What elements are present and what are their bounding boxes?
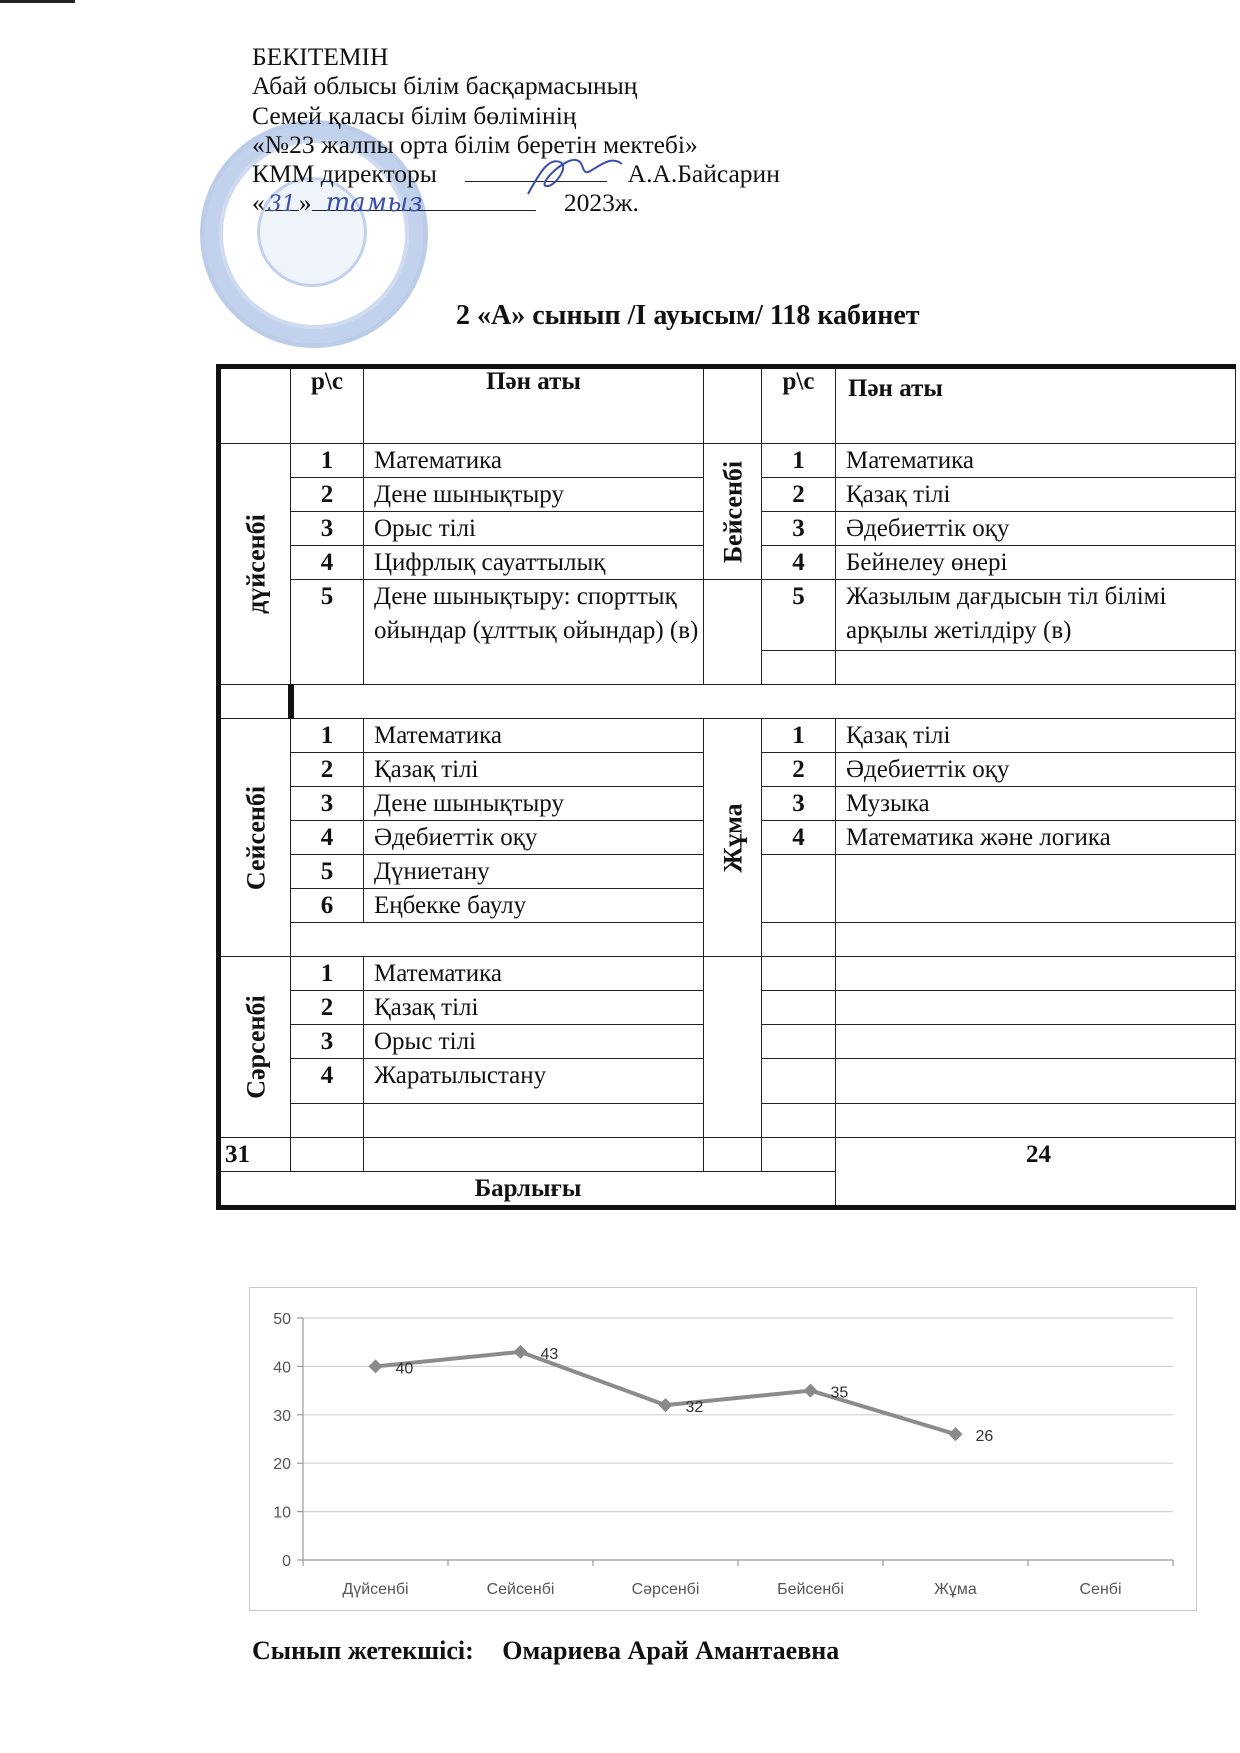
lesson-subject: Музыка xyxy=(836,787,1236,821)
header-day-cell-right xyxy=(704,367,762,444)
lesson-subject: Математика xyxy=(364,444,704,478)
empty-cell xyxy=(219,685,291,719)
empty-cell xyxy=(762,957,836,991)
lesson-number: 5 xyxy=(762,580,836,651)
x-tick-label: Сенбі xyxy=(1079,1581,1122,1598)
empty-cell xyxy=(762,923,836,957)
empty-cell xyxy=(836,855,1236,923)
lesson-number: 1 xyxy=(762,444,836,478)
day-wednesday-label: Сәрсенбі xyxy=(241,995,270,1099)
lesson-number: 3 xyxy=(291,512,364,546)
lesson-subject: Қазақ тілі xyxy=(364,991,704,1025)
empty-cell xyxy=(762,1025,836,1059)
class-teacher-label: Сынып жетекшісі: xyxy=(252,1636,474,1665)
lesson-load-chart xyxy=(249,1287,1197,1611)
date-day: 31 xyxy=(267,192,296,218)
lesson-number: 4 xyxy=(291,546,364,580)
class-title: 2 «А» сынып /І ауысым/ 118 кабинет xyxy=(456,300,920,331)
empty-cell xyxy=(762,1104,836,1138)
lesson-number: 3 xyxy=(762,512,836,546)
lesson-subject: Еңбекке баулу xyxy=(364,889,704,923)
day-monday xyxy=(219,444,291,685)
total-right: 24 xyxy=(836,1138,1236,1208)
header-num-left: р\с xyxy=(291,367,364,444)
date-open-quote: « xyxy=(252,188,265,218)
lesson-number: 5 xyxy=(291,580,364,685)
schedule-table xyxy=(216,364,1236,1210)
empty-cell xyxy=(291,685,1236,719)
day-tuesday-label: Сейсенбі xyxy=(241,785,270,890)
empty-cell xyxy=(762,991,836,1025)
lesson-number: 3 xyxy=(291,787,364,821)
lesson-subject: Математика xyxy=(836,444,1236,478)
data-point xyxy=(369,1359,383,1373)
date-close-quote: » xyxy=(298,188,312,218)
lesson-subject: Математика xyxy=(364,719,704,753)
table-separator-row xyxy=(219,685,1236,719)
day-wednesday xyxy=(219,957,291,1138)
lesson-subject: Қазақ тілі xyxy=(836,478,1236,512)
data-label: 43 xyxy=(540,1345,559,1363)
director-prefix: КММ директоры xyxy=(252,159,437,189)
y-tick-label: 20 xyxy=(273,1456,291,1474)
y-tick-label: 50 xyxy=(273,1311,291,1328)
lesson-subject: Дене шынықтыру: спорттық ойындар (ұлттық ойындар) (в) xyxy=(364,580,704,685)
totals-row xyxy=(219,1138,1236,1172)
y-tick-label: 40 xyxy=(273,1359,291,1377)
lesson-number: 1 xyxy=(762,719,836,753)
empty-cell xyxy=(762,651,836,685)
lesson-subject: Қазақ тілі xyxy=(836,719,1236,753)
table-row xyxy=(219,719,1236,753)
lesson-number: 3 xyxy=(291,1025,364,1059)
empty-cell xyxy=(836,923,1236,957)
empty-cell xyxy=(291,1104,364,1138)
x-tick-label: Сәрсенбі xyxy=(631,1581,700,1598)
empty-cell xyxy=(762,855,836,923)
table-row xyxy=(219,580,1236,651)
header-num-right: р\с xyxy=(762,367,836,444)
approval-line-2: Семей қаласы білім бөлімінің xyxy=(252,100,577,130)
series-line xyxy=(376,1352,956,1434)
table-row xyxy=(219,957,1236,991)
empty-cell xyxy=(836,1104,1236,1138)
lesson-subject: Дене шынықтыру xyxy=(364,478,704,512)
approval-date-line xyxy=(252,188,780,217)
lesson-subject: Дүниетану xyxy=(364,855,704,889)
day-thursday-label: Бейсенбі xyxy=(718,460,747,563)
lesson-number: 2 xyxy=(762,478,836,512)
approval-title: БЕКІТЕМІН xyxy=(252,42,389,71)
day-friday xyxy=(704,719,762,957)
empty-cell xyxy=(836,1059,1236,1104)
date-day-field xyxy=(265,188,299,218)
empty-cell xyxy=(836,957,1236,991)
scan-edge-mark xyxy=(0,0,75,3)
empty-cell xyxy=(291,1138,364,1172)
empty-cell xyxy=(762,1059,836,1104)
lesson-number: 4 xyxy=(762,821,836,855)
x-tick-label: Дүйсенбі xyxy=(342,1581,409,1598)
y-tick-label: 10 xyxy=(273,1504,291,1522)
lesson-subject: Әдебиеттік оқу xyxy=(836,753,1236,787)
data-point xyxy=(514,1345,528,1359)
date-month-field xyxy=(312,188,536,219)
x-tick-label: Сейсенбі xyxy=(486,1581,555,1598)
data-label: 35 xyxy=(830,1384,849,1402)
empty-cell xyxy=(762,1138,836,1172)
lesson-number: 2 xyxy=(762,753,836,787)
lesson-subject: Орыс тілі xyxy=(364,512,704,546)
lesson-number: 1 xyxy=(291,719,364,753)
header-subject-left: Пән аты xyxy=(364,367,704,444)
lesson-subject: Жаратылыстану xyxy=(364,1059,704,1104)
lesson-number: 4 xyxy=(762,546,836,580)
lesson-subject: Орыс тілі xyxy=(364,1025,704,1059)
lesson-subject: Бейнелеу өнері xyxy=(836,546,1236,580)
data-point xyxy=(804,1384,818,1398)
data-label: 40 xyxy=(395,1360,414,1378)
lesson-number: 2 xyxy=(291,478,364,512)
lesson-number: 4 xyxy=(291,821,364,855)
lesson-subject: Дене шынықтыру xyxy=(364,787,704,821)
lesson-number: 2 xyxy=(291,753,364,787)
data-point xyxy=(949,1427,963,1441)
class-teacher-name: Омариева Арай Амантаевна xyxy=(502,1636,840,1665)
x-tick-label: Бейсенбі xyxy=(777,1581,844,1598)
empty-cell xyxy=(364,1104,704,1138)
approval-line-3: «№23 жалпы орта білім беретін мектебі» xyxy=(252,129,698,159)
data-label: 26 xyxy=(975,1428,994,1446)
empty-cell xyxy=(836,1025,1236,1059)
empty-cell xyxy=(836,991,1236,1025)
day-monday-label: дүйсенбі xyxy=(241,514,270,614)
class-teacher-line xyxy=(252,1636,839,1666)
approval-block xyxy=(252,42,780,218)
table-header-row xyxy=(219,367,1236,444)
header-day-cell xyxy=(219,367,291,444)
director-name: А.А.Байсарин xyxy=(627,159,780,189)
total-left: 31 xyxy=(219,1138,291,1172)
day-thursday xyxy=(704,444,762,580)
approval-year: 2023ж. xyxy=(563,188,639,218)
x-tick-label: Жұма xyxy=(934,1581,977,1598)
lesson-subject: Математика xyxy=(364,957,704,991)
empty-cell xyxy=(364,1138,704,1172)
data-point xyxy=(659,1398,673,1412)
lesson-number: 5 xyxy=(291,855,364,889)
empty-cell xyxy=(704,957,762,1138)
lesson-subject: Цифрлық сауаттылық xyxy=(364,546,704,580)
empty-cell xyxy=(836,651,1236,685)
day-tuesday xyxy=(219,719,291,957)
data-label: 32 xyxy=(685,1399,704,1417)
lesson-subject: Қазақ тілі xyxy=(364,753,704,787)
lesson-number: 3 xyxy=(762,787,836,821)
header-subject-right: Пән аты xyxy=(836,367,1236,444)
lesson-number: 1 xyxy=(291,957,364,991)
empty-cell xyxy=(704,580,762,685)
y-tick-label: 30 xyxy=(273,1407,291,1425)
line-chart-svg xyxy=(250,1288,1196,1610)
lesson-number: 2 xyxy=(291,991,364,1025)
y-tick-label: 0 xyxy=(282,1553,291,1570)
lesson-number: 6 xyxy=(291,889,364,923)
lesson-number: 4 xyxy=(291,1059,364,1104)
approval-line-1: Абай облысы білім басқармасының xyxy=(252,71,638,101)
lesson-number: 1 xyxy=(291,444,364,478)
empty-cell xyxy=(704,1138,762,1172)
lesson-subject: Математика және логика xyxy=(836,821,1236,855)
table-row xyxy=(219,444,1236,478)
empty-cell xyxy=(291,923,704,957)
lesson-subject: Жазылым дағдысын тіл білімі арқылы жетілдіру (в) xyxy=(836,580,1236,651)
director-signature xyxy=(520,148,640,204)
date-month: тамыз xyxy=(325,188,423,219)
lesson-subject: Әдебиеттік оқу xyxy=(364,821,704,855)
day-friday-label: Жұма xyxy=(718,802,747,873)
lesson-subject: Әдебиеттік оқу xyxy=(836,512,1236,546)
total-label: Барлығы xyxy=(219,1172,836,1208)
director-line xyxy=(252,159,780,188)
